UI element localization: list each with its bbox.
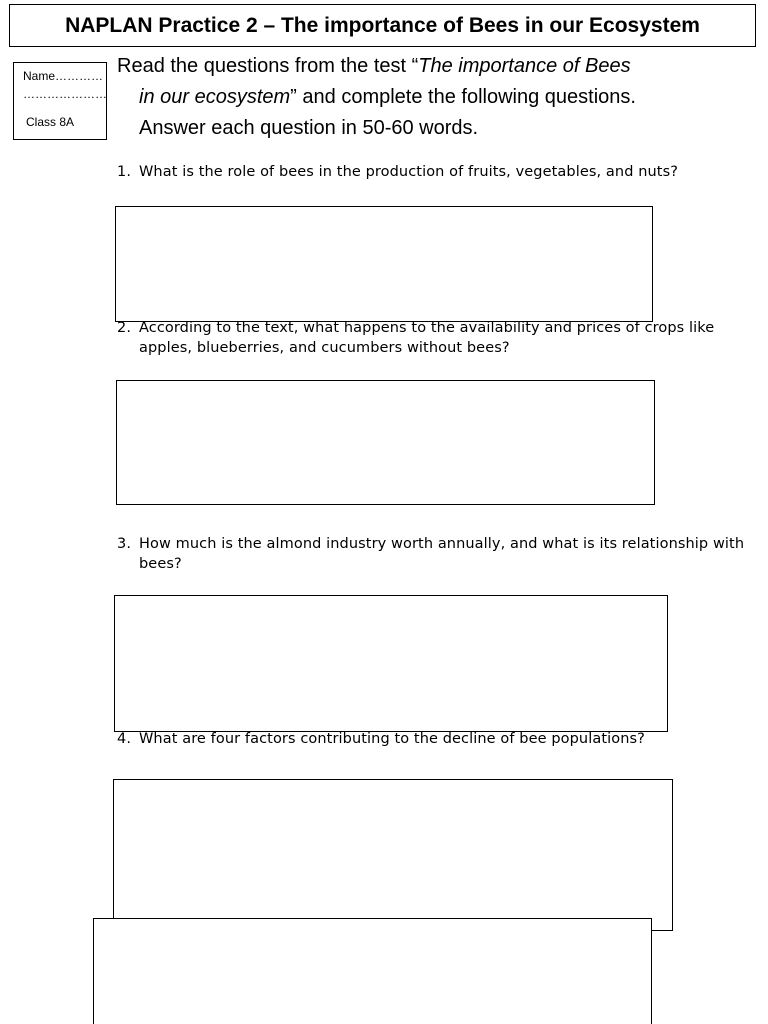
question-text: According to the text, what happens to the availability and prices of crops like apples, blueberries, and cucumbers without bees? bbox=[139, 320, 715, 356]
page-title bbox=[9, 4, 756, 47]
student-info-box bbox=[13, 62, 107, 140]
name-label: Name………… bbox=[23, 69, 104, 83]
question-1 bbox=[117, 162, 757, 182]
question-text: What are four factors contributing to the decline of bee populations? bbox=[139, 731, 645, 747]
instructions bbox=[117, 51, 717, 144]
question-number: 4. bbox=[117, 731, 132, 747]
name-dots: ………………… bbox=[23, 87, 107, 101]
question-number: 2. bbox=[117, 320, 132, 336]
answer-box-extra[interactable] bbox=[93, 918, 652, 1024]
answer-box-2[interactable] bbox=[116, 380, 655, 505]
question-number: 3. bbox=[117, 536, 132, 552]
instructions-source-title-2: in our ecosystem bbox=[139, 86, 291, 108]
question-text: How much is the almond industry worth annually, and what is its relationship with bees? bbox=[139, 536, 745, 572]
instructions-pre: Read the questions from the test “ bbox=[117, 55, 419, 77]
instructions-word-limit: Answer each question in 50-60 words. bbox=[139, 117, 479, 139]
page-title-text: NAPLAN Practice 2 – The importance of Bees in our Ecosystem bbox=[65, 13, 700, 37]
instructions-post: ” and complete the following questions. bbox=[290, 86, 636, 108]
question-4 bbox=[117, 729, 757, 749]
answer-box-1[interactable] bbox=[115, 206, 653, 322]
question-2 bbox=[117, 318, 757, 358]
question-3 bbox=[117, 534, 757, 574]
class-label: Class 8A bbox=[26, 115, 75, 129]
question-text: What is the role of bees in the production of fruits, vegetables, and nuts? bbox=[139, 164, 679, 180]
instructions-source-title-1: The importance of Bees bbox=[418, 55, 631, 77]
question-number: 1. bbox=[117, 164, 132, 180]
answer-box-3[interactable] bbox=[114, 595, 668, 732]
answer-box-4[interactable] bbox=[113, 779, 673, 931]
